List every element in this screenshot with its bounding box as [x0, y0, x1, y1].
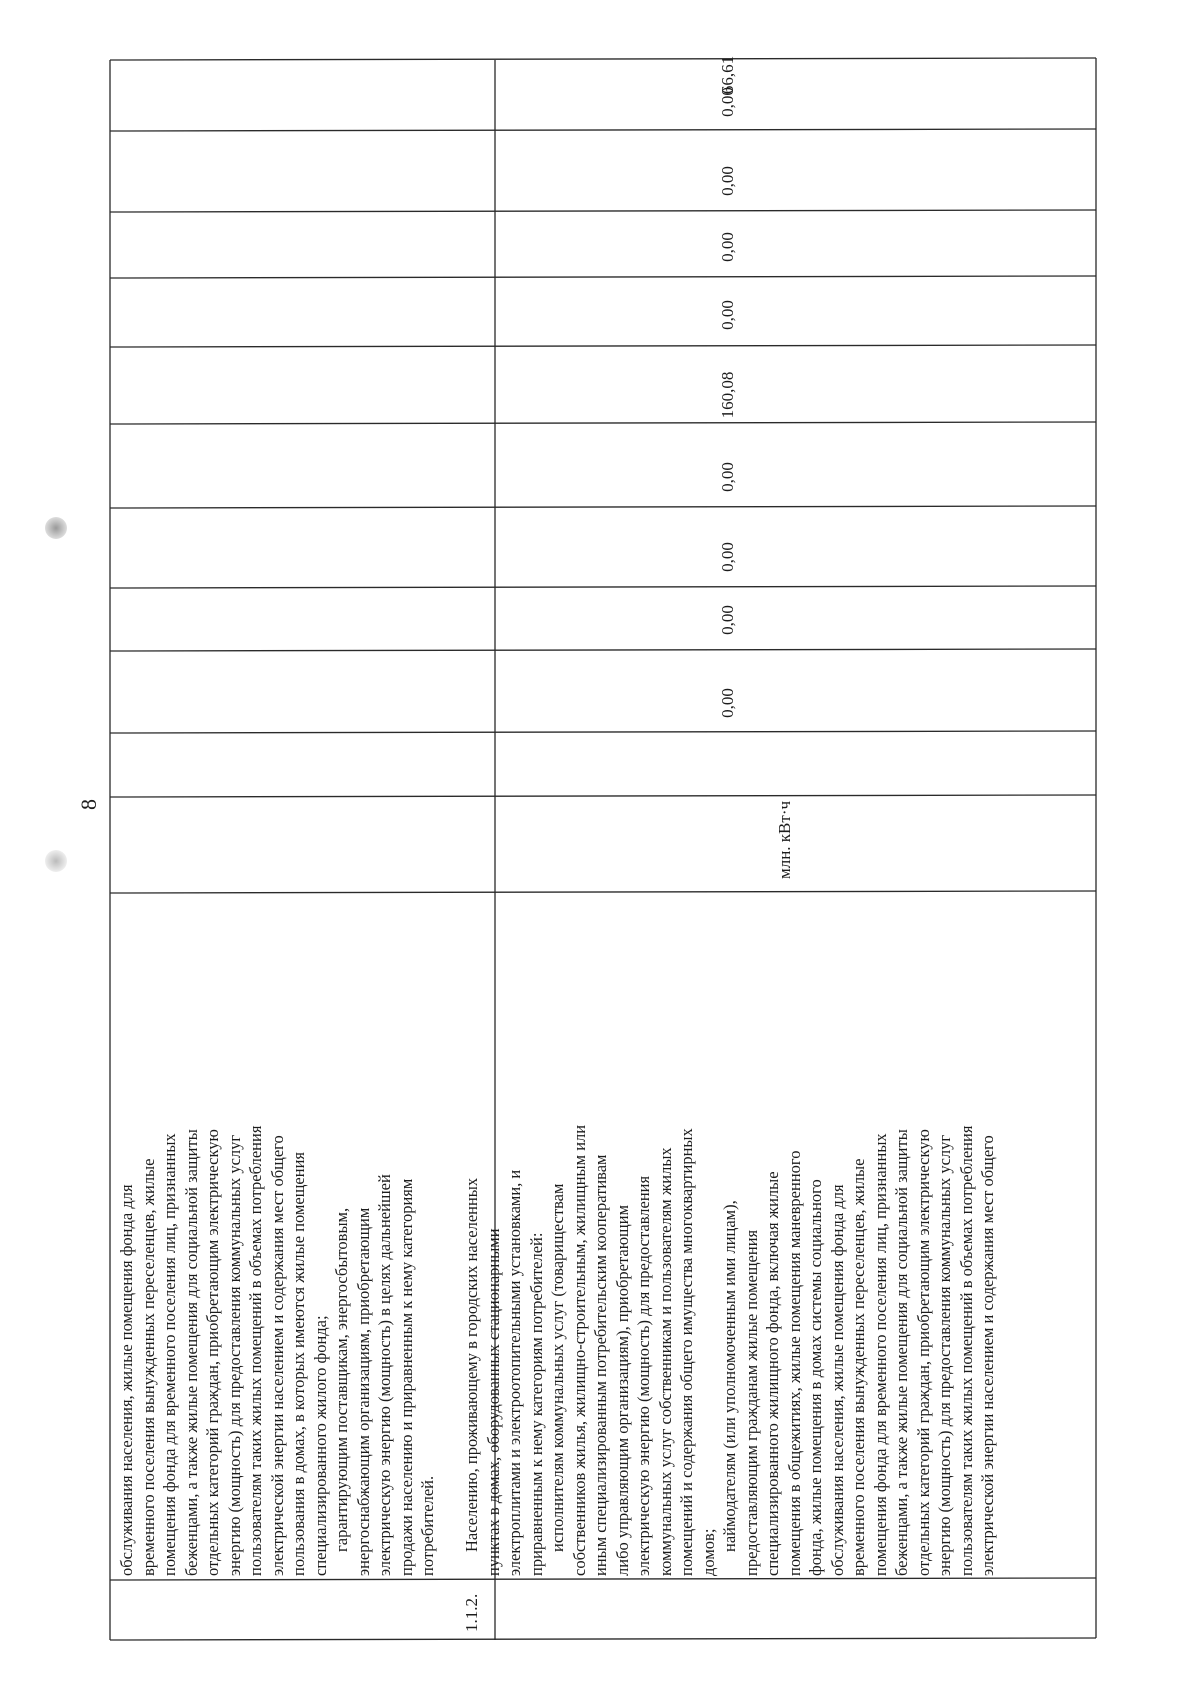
text-line: энергоснабжающим организациям, приобретающим [353, 1207, 373, 1576]
text-line: энергию (мощность) для предоставления коммунальных услуг [224, 1134, 244, 1576]
text-line: электрическую энергию (мощность) в целях дальнейшей [375, 1174, 394, 1576]
text-line: помещений и содержания общего имущества многоквартирных [677, 1128, 696, 1576]
text-line: гарантирующим поставщикам, энергосбытовым, [332, 1207, 351, 1552]
text-line: электрической энергии населением и содержания мест общего [267, 1135, 287, 1576]
row-number: 1.1.2. [462, 1593, 481, 1632]
text-line: обслуживания населения, жилые помещения фонда для [117, 1184, 136, 1576]
text-line: энергию (мощность) для предоставления коммунальных услуг [935, 1134, 954, 1576]
text-line: отдельных категорий граждан, приобретающим электрическую [913, 1129, 933, 1576]
text-line: Населению, проживающему в городских населенных [462, 1177, 481, 1552]
text-line: обслуживания населения, жилые помещения фонда для [827, 1184, 847, 1576]
value-cell: 0,00 [718, 232, 737, 262]
value-cell: 66,61 [718, 55, 737, 95]
text-line: отдельных категорий граждан, приобретающим электрическую [203, 1129, 222, 1576]
text-line: собственников жилья, жилищно-строительным, жилищным или [569, 1124, 589, 1576]
text-line: временного поселения вынужденных переселенцев, жилые [849, 1158, 868, 1576]
text-line: пунктах в домах, оборудованных стационарными [483, 1228, 503, 1576]
value-cell: 0,00 [718, 688, 737, 718]
value-cell: 0,00 [718, 605, 737, 635]
value-cell: 0,00 [718, 300, 737, 330]
text-line: помещения фонда для временного поселения лиц, признанных [870, 1133, 890, 1576]
text-line: специализированного жилого фонда; [310, 1315, 330, 1576]
text-line: беженцами, а также жилые помещения для социальной защиты [892, 1129, 911, 1576]
value-cell: 0,00 [718, 462, 737, 492]
text-line: коммунальных услуг собственникам и пользователям жилых [655, 1147, 675, 1576]
text-line: временного поселения вынужденных переселенцев, жилые [138, 1158, 158, 1576]
text-line: электроплитами и электроотопительными установками, и [505, 1169, 524, 1576]
text-line: домов; [698, 1528, 718, 1576]
row-112-text [461, 886, 999, 1576]
punch-hole-shadow [45, 517, 67, 539]
value-cell: 0,00 [718, 166, 737, 196]
text-line: специализированного жилищного фонда, включая жилые [763, 1171, 782, 1576]
text-line: электрическую энергию (мощность) для предоставления [634, 1175, 653, 1576]
text-line: иным специализированным потребительским кооперативам [591, 1154, 610, 1576]
text-line: электрической энергии населением и содержания мест общего [978, 1135, 997, 1576]
row-prev-text [116, 886, 439, 1576]
value-cell: 160,08 [718, 371, 737, 419]
text-line: пользователям таких жилых помещений в объемах потребления [246, 1125, 265, 1576]
text-line: пользователям таких жилых помещений в объемах потребления [956, 1125, 976, 1576]
text-line: либо управляющим организациям), приобретающим [612, 1204, 632, 1576]
value-cell: 0,00 [718, 542, 737, 572]
text-line: приравненным к нему категориям потребителей: [526, 1232, 546, 1576]
text-line: беженцами, а также жилые помещения для социальной защиты [181, 1129, 201, 1576]
text-line: помещения фонда для временного поселения лиц, признанных [160, 1133, 179, 1576]
text-line: продажи населению и приравненным к нему категориям [396, 1178, 416, 1576]
page-number: 8 [76, 799, 101, 810]
text-line: фонда, жилые помещения в домах системы социального [806, 1179, 825, 1576]
text-line: наймодателям (или уполномоченным ими лицам), [720, 1200, 739, 1552]
text-line: пользования в домах, в которых имеются жилые помещения [289, 1151, 308, 1576]
text-line: исполнителям коммунальных услуг (товариществам [548, 1183, 567, 1552]
punch-hole-shadow [45, 850, 67, 872]
text-line: помещения в общежитиях, жилые помещения маневренного [784, 1150, 804, 1576]
text-line: предоставляющим гражданам жилые помещения [741, 1229, 761, 1576]
value-cell: 0,00 [718, 87, 737, 117]
unit-label: млн. кВт·ч [775, 800, 794, 880]
text-line: потребителей. [418, 1475, 437, 1576]
